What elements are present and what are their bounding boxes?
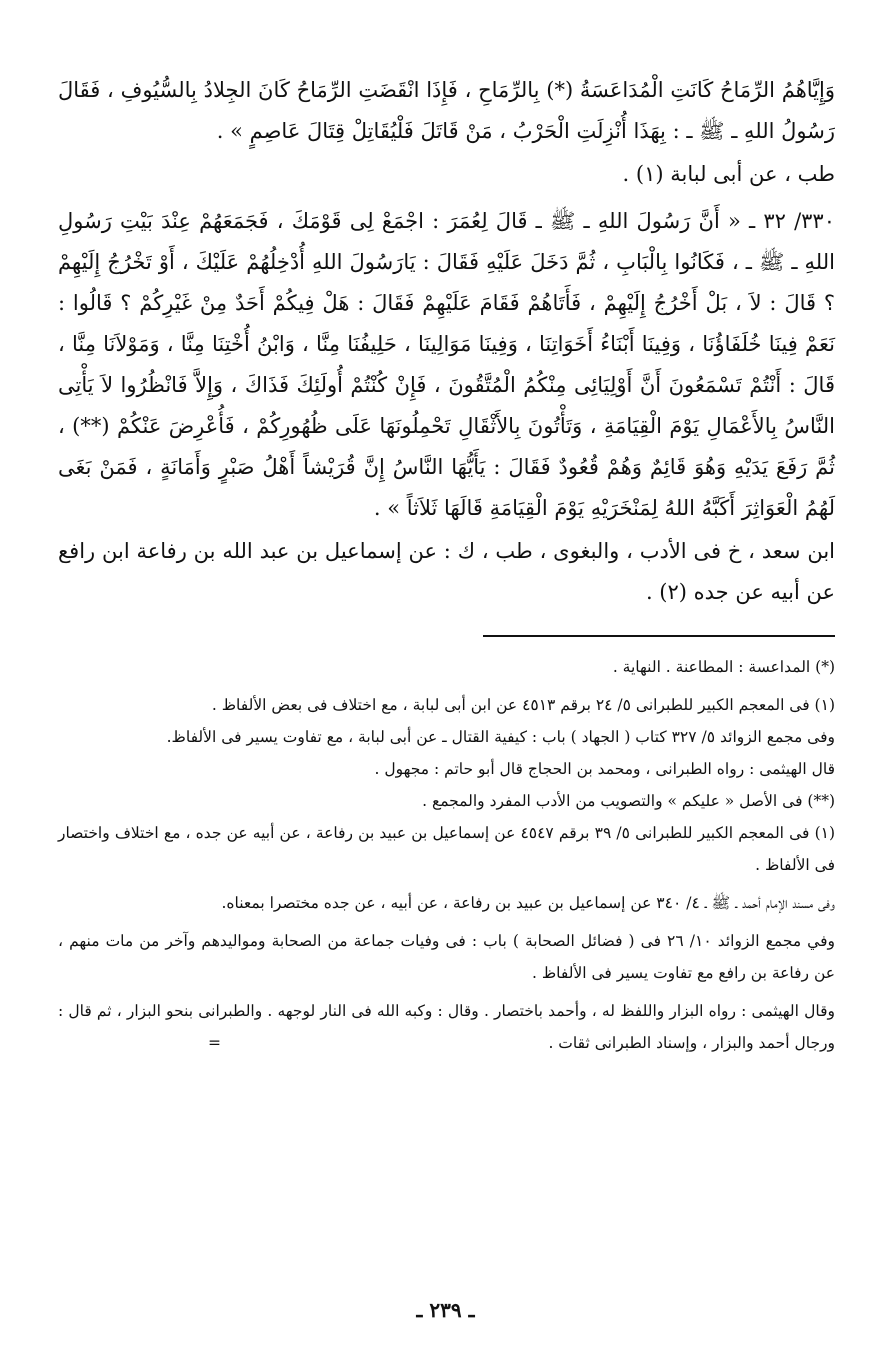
source-citation-1: طب ، عن أبى لبابة (١) . <box>622 162 835 186</box>
footnote-2-haythami-text: وقال الهيثمى : رواه البزار واللفظ له ، وأحمد باختصار . وقال : وكبه الله فى النار لوجهه . والطبرانى بنحو البزار ، ثم قال : ورجال أحمد والبزار ، وإسناد الطبرانى ثقات . <box>58 1002 835 1052</box>
continuation-mark: = <box>208 1034 221 1052</box>
footnote-correction: (**) فى الأصل « عليكم » والتصويب من الأدب المفرد والمجمع . <box>422 792 835 810</box>
footnote-separator <box>483 635 835 637</box>
footnote-1: (١) فى المعجم الكبير للطبرانى ٥/ ٢٤ برقم ٤٥١٣ عن ابن أبى لبابة ، مع اختلاف فى بعض الألفاظ . <box>211 696 835 714</box>
page-number: ـ ٢٣٩ ـ <box>416 1298 475 1322</box>
footnote-glossary: (*) المداعسة : المطاعنة . النهاية . <box>612 658 835 676</box>
footnote-2-haythami <box>58 995 835 1059</box>
source-citation-2: ابن سعد ، خ فى الأدب ، والبغوى ، طب ، ك : عن إسماعيل بن عبد الله بن رفاعة ابن رافع عن أبيه عن جده (٢) . <box>58 539 835 604</box>
hadith-32: ٣٣٠/ ٣٢ ـ « أَنَّ رَسُولَ اللهِ ـ ﷺ ـ قَالَ لِعُمَرَ : اجْمَعْ لِى قَوْمَكَ ، فَجَمَعَهُمْ عِنْدَ بَيْتِ رَسُولِ اللهِ ـ ﷺ ـ ، فَكَانُوا بِالْبَابِ ، ثُمَّ دَخَلَ عَلَيْهِ فَقَالَ : يَارَسُولَ اللهِ أُدْخِلُهُمْ عَلَيْكَ ، أَوْ تَخْرُجُ إِلَيْهِمْ ؟ قَالَ : لاَ ، بَلْ أَخْرُجُ إِلَيْهِمْ ، فَأَتَاهُمْ فَقَامَ عَلَيْهِمْ فَقَالَ : هَلْ فِيكُمْ أَحَدٌ مِنْ غَيْرِكُمْ ؟ قَالُوا : نَعَمْ فِينَا خُلَفَاؤُنَا ، وَفِينَا أَبْنَاءُ أَخَوَاتِنَا ، وَفِينَا مَوَالِينَا ، حَلِيفُنَا مِنَّا ، وَابْنُ أُخْتِنَا مِنَّا ، وَمَوْلاَنَا مِنَّا ، قَالَ : أَنْتُمْ تَسْمَعُونَ أَنَّ أَوْلِيَائِى مِنْكُمُ الْمُتَّقُونَ ، فَإِنْ كُنْتُمْ أُولَئِكَ فَذَاكَ ، وَإِلاَّ فَانْظُرُوا لاَ يَأْتِى النَّاسُ بِالأَعْمَالِ يَوْمَ الْقِيَامَةِ ، وَتَأْتُونَ بِالأَثْقَالِ تَحْمِلُونَهَا عَلَى ظُهُورِكُمْ ، فَأُعْرِضَ عَنْكُمْ (**) ، ثُمَّ رَفَعَ يَدَيْهِ وَهُوَ قَائِمٌ وَهُمْ قُعُودٌ فَقَالَ : يَأَيُّهَا النَّاسُ إِنَّ قُرَيْشاً أَهْلُ صَبْرٍ وَأَمَانَةٍ ، فَمَنْ بَغَى لَهُمُ الْعَوَاثِرَ أَكَبَّهُ اللهُ لِمَنْخَرَيْهِ يَوْمَ الْقِيَامَةِ قَالَهَا ثَلاَثاً » . <box>58 209 835 520</box>
footnote-2: (١) فى المعجم الكبير للطبرانى ٥/ ٣٩ برقم ٤٥٤٧ عن إسماعيل بن عبيد بن رفاعة ، عن أبيه عن جده ، مع اختلاف واختصار فى الألفاظ . <box>58 824 836 874</box>
book-page <box>58 70 835 1344</box>
footnote-1-zawaid: وفى مجمع الزوائد ٥/ ٣٢٧ كتاب ( الجهاد ) باب : كيفية القتال ـ عن أبى لبابة ، مع تفاوت يسير فى الألفاظ. <box>166 728 835 746</box>
hadith-continuation: وَإِيَّاهُمُ الرِّمَاحُ كَانَتِ الْمُدَاعَسَةُ (*) بِالرِّمَاحِ ، فَإِذَا انْقَضَتِ الرِّمَاحُ كَانَ الجِلادُ بِالسُّيُوفِ ، فَقَالَ رَسُولُ اللهِ ـ ﷺ ـ : بِهَذَا أُنْزِلَتِ الْحَرْبُ ، مَنْ قَاتَلَ فَلْيُقَاتِلْ قِتَالَ عَاصِمٍ » . <box>58 78 835 143</box>
footnotes <box>58 651 835 1059</box>
footnote-2-musnad: وفى مسند الإمام أحمد ـ ﷺ ـ ٤/ ٣٤٠ عن إسماعيل بن عبيد بن رفاعة ، عن أبيه ، عن جده مختصرا بمعناه. <box>221 894 835 912</box>
footnote-2-zawaid: وفي مجمع الزوائد ١٠/ ٢٦ فى ( فضائل الصحابة ) باب : فى وفيات جماعة من الصحابة ومواليدهم وآخر من مات منهم ، عن رفاعة بن رافع مع تفاوت يسير فى الألفاظ . <box>58 932 836 982</box>
main-text <box>58 70 835 613</box>
footnote-1-haythami: قال الهيثمى : رواه الطبرانى ، ومحمد بن الحجاج قال أبو حاتم : مجهول . <box>374 760 835 778</box>
